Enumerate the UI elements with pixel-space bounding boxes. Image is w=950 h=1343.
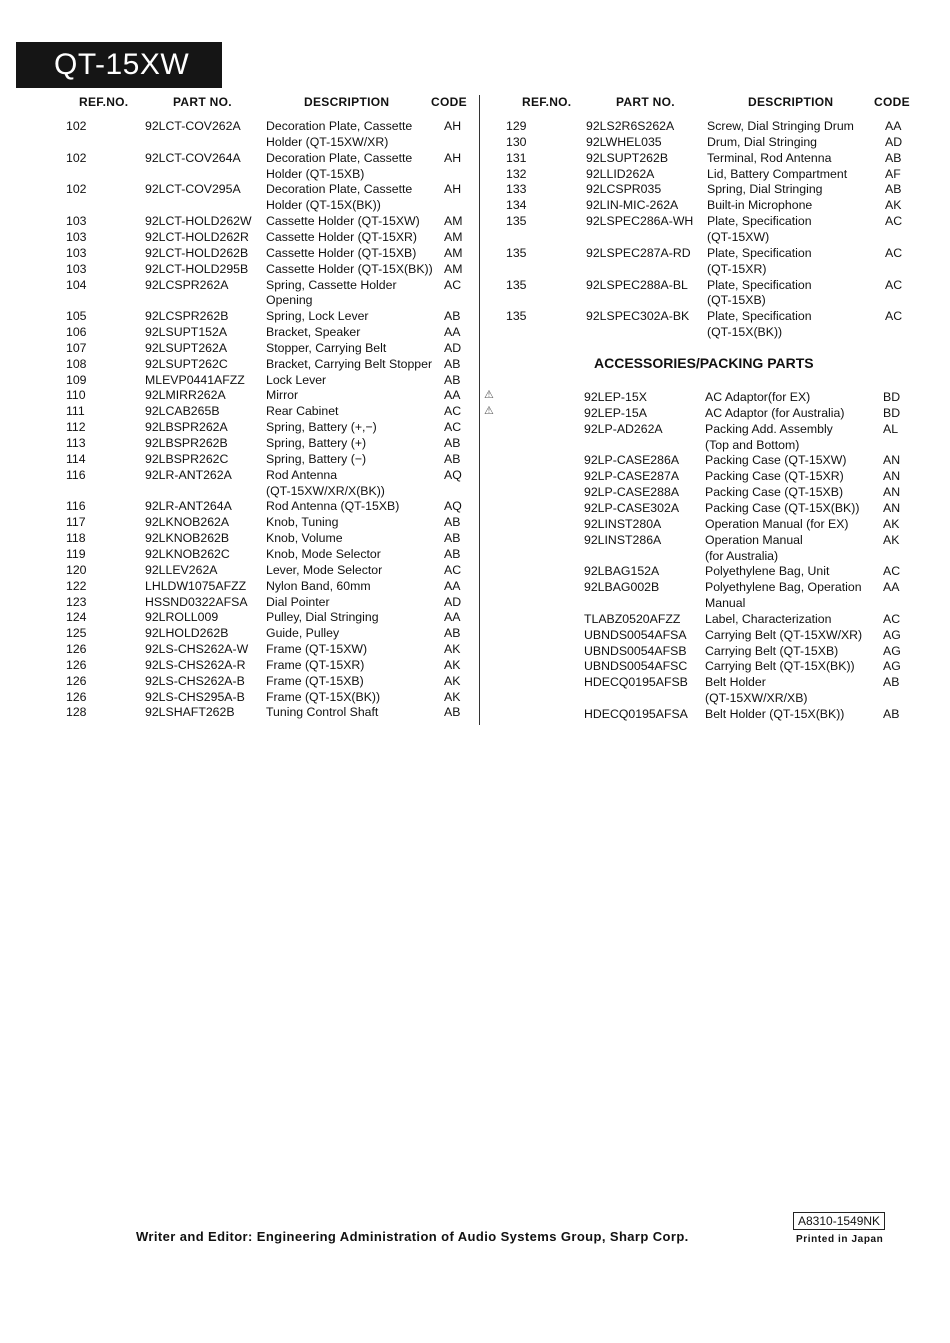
cell-code: AA bbox=[444, 578, 461, 593]
cell-desc: Polyethylene Bag, Unit bbox=[705, 564, 830, 579]
cell-desc: Rear Cabinet bbox=[266, 404, 339, 419]
cell-ref: 106 bbox=[66, 325, 87, 340]
header-description: DESCRIPTION bbox=[304, 95, 390, 109]
cell-desc: Stopper, Carrying Belt bbox=[266, 340, 387, 355]
cell-desc: AC Adaptor(for EX) bbox=[705, 390, 811, 404]
cell-desc: Drum, Dial Stringing bbox=[707, 134, 818, 149]
cell-code: AK bbox=[444, 673, 461, 688]
cell-ref: 126 bbox=[66, 689, 87, 704]
cell-desc: Dial Pointer bbox=[266, 594, 330, 609]
cell-part: 92LCT-COV262A bbox=[145, 119, 241, 133]
cell-ref: 112 bbox=[66, 420, 86, 435]
cell-part: 92LMIRR262A bbox=[145, 388, 226, 403]
cell-desc: Spring, Battery (−) bbox=[266, 451, 367, 466]
cell-part: 92LROLL009 bbox=[145, 610, 219, 625]
cell-code: AN bbox=[883, 469, 901, 484]
cell-desc: Opening bbox=[266, 293, 313, 308]
cell-ref: 125 bbox=[66, 626, 87, 641]
cell-code: AM bbox=[444, 245, 463, 260]
cell-ref: 104 bbox=[66, 277, 87, 292]
cell-part: 92LSUPT262A bbox=[145, 340, 228, 355]
cell-ref: 124 bbox=[66, 610, 87, 625]
cell-ref: 131 bbox=[506, 150, 527, 165]
cell-desc: Nylon Band, 60mm bbox=[266, 578, 371, 593]
cell-desc: Cassette Holder (QT-15XW) bbox=[266, 214, 420, 229]
cell-part: 92LINST286A bbox=[584, 532, 662, 547]
cell-part: 92LS-CHS262A-B bbox=[145, 673, 245, 688]
cell-desc: Cassette Holder (QT-15XB) bbox=[266, 245, 417, 260]
cell-desc: (QT-15XW) bbox=[707, 229, 770, 244]
cell-part: 92LCAB265B bbox=[145, 404, 220, 419]
cell-code: AN bbox=[883, 453, 901, 468]
cell-part: 92LLID262A bbox=[586, 166, 655, 181]
cell-code: AC bbox=[883, 564, 901, 579]
safety-warning-icon: ⚠ bbox=[484, 405, 494, 417]
cell-code: AC bbox=[444, 404, 462, 419]
cell-desc: Carrying Belt (QT-15XB) bbox=[705, 643, 839, 658]
cell-desc: (QT-15XW/XR/X(BK)) bbox=[266, 483, 385, 498]
cell-ref: 102 bbox=[66, 182, 87, 197]
cell-desc: Spring, Cassette Holder bbox=[266, 277, 397, 292]
cell-desc: Decoration Plate, Cassette bbox=[266, 182, 413, 197]
cell-desc: Frame (QT-15XW) bbox=[266, 642, 368, 657]
cell-ref: 103 bbox=[66, 229, 87, 244]
cell-desc: (Top and Bottom) bbox=[705, 437, 800, 452]
cell-desc: Terminal, Rod Antenna bbox=[707, 150, 832, 165]
cell-desc: Frame (QT-15XR) bbox=[266, 657, 365, 672]
cell-part: 92LSPEC288A-BL bbox=[586, 277, 688, 292]
cell-ref: 110 bbox=[66, 388, 86, 403]
cell-part: 92LCT-HOLD262W bbox=[145, 214, 252, 229]
cell-desc: Plate, Specification bbox=[707, 245, 812, 260]
cell-code: AB bbox=[444, 451, 461, 466]
cell-part: 92LR-ANT262A bbox=[145, 467, 232, 482]
cell-ref: 135 bbox=[506, 214, 527, 229]
cell-code: AC bbox=[885, 277, 903, 292]
column-divider bbox=[479, 95, 480, 725]
cell-part: 92LSPEC287A-RD bbox=[586, 245, 691, 260]
printed-in-japan: Printed in Japan bbox=[796, 1234, 884, 1245]
cell-part: 92LP-CASE287A bbox=[584, 469, 680, 484]
cell-part: HSSND0322AFSA bbox=[145, 594, 248, 609]
cell-desc: (QT-15XB) bbox=[707, 293, 766, 308]
cell-part: 92LS2R6S262A bbox=[586, 119, 675, 133]
cell-ref: 135 bbox=[506, 277, 527, 292]
cell-desc: Frame (QT-15X(BK)) bbox=[266, 689, 381, 704]
cell-ref: 114 bbox=[66, 451, 86, 466]
cell-code: AM bbox=[444, 261, 463, 276]
cell-desc: (QT-15XW/XR/XB) bbox=[705, 691, 808, 706]
cell-part: 92LR-ANT264A bbox=[145, 499, 232, 514]
cell-code: AH bbox=[444, 150, 462, 165]
cell-part: 92LSPEC286A-WH bbox=[586, 214, 694, 229]
cell-ref: 134 bbox=[506, 198, 527, 213]
cell-desc: (QT-15X(BK)) bbox=[707, 325, 783, 340]
cell-part: 92LCT-HOLD262R bbox=[145, 229, 249, 244]
cell-desc: Packing Case (QT-15XW) bbox=[705, 453, 847, 468]
cell-part: 92LP-CASE286A bbox=[584, 453, 680, 468]
cell-desc: Manual bbox=[705, 596, 746, 611]
cell-desc: Pulley, Dial Stringing bbox=[266, 610, 379, 625]
cell-code: AB bbox=[444, 372, 461, 387]
cell-ref: 109 bbox=[66, 372, 87, 387]
cell-desc: Rod Antenna (QT-15XB) bbox=[266, 499, 400, 514]
cell-code: AK bbox=[444, 642, 461, 657]
cell-ref: 133 bbox=[506, 182, 527, 197]
header-ref-no-right: REF.NO. bbox=[522, 95, 572, 109]
cell-part: HDECQ0195AFSB bbox=[584, 675, 688, 690]
cell-ref: 102 bbox=[66, 119, 87, 133]
model-title: QT-15XW bbox=[16, 42, 222, 88]
cell-ref: 116 bbox=[66, 499, 86, 514]
cell-part: 92LEP-15X bbox=[584, 390, 647, 404]
cell-ref: 108 bbox=[66, 356, 87, 371]
cell-desc: Knob, Volume bbox=[266, 531, 343, 546]
cell-part: 92LP-CASE288A bbox=[584, 485, 680, 500]
cell-code: AC bbox=[444, 420, 462, 435]
cell-ref: 119 bbox=[66, 546, 86, 561]
cell-part: 92LCT-COV264A bbox=[145, 150, 241, 165]
cell-code: AB bbox=[444, 356, 461, 371]
cell-code: AC bbox=[885, 309, 903, 324]
cell-desc: Decoration Plate, Cassette bbox=[266, 119, 413, 133]
cell-part: 92LBSPR262A bbox=[145, 420, 228, 435]
header-description-right: DESCRIPTION bbox=[748, 95, 834, 109]
cell-desc: Screw, Dial Stringing Drum bbox=[707, 119, 854, 133]
cell-code: AK bbox=[885, 198, 902, 213]
cell-ref: 105 bbox=[66, 309, 87, 324]
cell-ref: 118 bbox=[66, 531, 86, 546]
cell-part: 92LCT-COV295A bbox=[145, 182, 241, 197]
cell-code: AD bbox=[885, 134, 903, 149]
cell-desc: Belt Holder (QT-15X(BK)) bbox=[705, 707, 845, 721]
cell-ref: 111 bbox=[66, 404, 85, 419]
header-code: CODE bbox=[431, 95, 467, 109]
cell-code: AA bbox=[883, 580, 900, 595]
cell-ref: 123 bbox=[66, 594, 87, 609]
cell-desc: Polyethylene Bag, Operation bbox=[705, 580, 862, 595]
cell-part: 92LKNOB262B bbox=[145, 531, 230, 546]
cell-code: AA bbox=[444, 610, 461, 625]
cell-part: 92LS-CHS295A-B bbox=[145, 689, 245, 704]
cell-code: AB bbox=[444, 705, 461, 720]
cell-ref: 135 bbox=[506, 309, 527, 324]
cell-part: UBNDS0054AFSA bbox=[584, 627, 687, 642]
cell-part: 92LSPEC302A-BK bbox=[586, 309, 690, 324]
cell-code: AF bbox=[885, 166, 901, 181]
cell-code: AK bbox=[444, 657, 461, 672]
cell-ref: 126 bbox=[66, 657, 87, 672]
cell-part: 92LCT-HOLD295B bbox=[145, 261, 249, 276]
cell-desc: Decoration Plate, Cassette bbox=[266, 150, 413, 165]
cell-code: AB bbox=[444, 515, 461, 530]
cell-code: AQ bbox=[444, 499, 462, 514]
cell-code: AK bbox=[883, 516, 900, 531]
document-code: A8310-1549NK bbox=[793, 1212, 885, 1230]
cell-desc: Spring, Lock Lever bbox=[266, 309, 369, 324]
cell-code: AB bbox=[885, 182, 902, 197]
cell-code: AC bbox=[444, 277, 462, 292]
cell-part: 92LBSPR262B bbox=[145, 436, 228, 450]
cell-desc: Carrying Belt (QT-15XW/XR) bbox=[705, 627, 863, 642]
cell-part: UBNDS0054AFSB bbox=[584, 643, 687, 658]
safety-warning-icon: ⚠ bbox=[484, 389, 494, 401]
cell-desc: Operation Manual (for EX) bbox=[705, 516, 849, 531]
cell-code: AC bbox=[444, 562, 462, 577]
cell-code: AA bbox=[885, 119, 902, 133]
cell-part: 92LBSPR262C bbox=[145, 451, 229, 466]
header-code-right: CODE bbox=[874, 95, 910, 109]
cell-desc: Holder (QT-15XW/XR) bbox=[266, 134, 389, 149]
cell-code: AC bbox=[885, 245, 903, 260]
header-part-no-right: PART NO. bbox=[616, 95, 675, 109]
cell-part: 92LINST280A bbox=[584, 516, 662, 531]
cell-code: AA bbox=[444, 388, 461, 403]
cell-code: AD bbox=[444, 340, 462, 355]
cell-desc: Lever, Mode Selector bbox=[266, 562, 383, 577]
cell-code: AK bbox=[444, 689, 461, 704]
cell-desc: Packing Case (QT-15XR) bbox=[705, 469, 844, 484]
accessories-heading: ACCESSORIES/PACKING PARTS bbox=[594, 355, 814, 371]
cell-desc: Packing Case (QT-15XB) bbox=[705, 485, 844, 500]
cell-desc: Knob, Mode Selector bbox=[266, 546, 381, 561]
cell-ref: 132 bbox=[506, 166, 527, 181]
cell-part: 92LCT-HOLD262B bbox=[145, 245, 249, 260]
cell-part: HDECQ0195AFSA bbox=[584, 707, 688, 721]
cell-part: 92LLEV262A bbox=[145, 562, 218, 577]
cell-ref: 103 bbox=[66, 261, 87, 276]
cell-desc: Spring, Battery (+,−) bbox=[266, 420, 377, 435]
cell-part: 92LKNOB262C bbox=[145, 546, 230, 561]
cell-code: AG bbox=[883, 627, 901, 642]
cell-code: BD bbox=[883, 405, 901, 420]
cell-part: MLEVP0441AFZZ bbox=[145, 372, 245, 387]
cell-part: 92LCSPR262A bbox=[145, 277, 229, 292]
cell-code: AK bbox=[883, 532, 900, 547]
cell-desc: Mirror bbox=[266, 388, 299, 403]
cell-part: 92LBAG152A bbox=[584, 564, 660, 579]
cell-code: AH bbox=[444, 182, 462, 197]
cell-part: 92LSUPT152A bbox=[145, 325, 228, 340]
cell-desc: Holder (QT-15X(BK)) bbox=[266, 198, 381, 213]
cell-ref: 102 bbox=[66, 150, 87, 165]
cell-part: 92LCSPR262B bbox=[145, 309, 229, 324]
cell-ref: 122 bbox=[66, 578, 87, 593]
cell-desc: (QT-15XR) bbox=[707, 261, 767, 276]
cell-code: AB bbox=[885, 150, 902, 165]
cell-code: AG bbox=[883, 643, 901, 658]
cell-desc: Plate, Specification bbox=[707, 277, 812, 292]
cell-code: AN bbox=[883, 485, 901, 500]
cell-part: 92LBAG002B bbox=[584, 580, 660, 595]
cell-code: AL bbox=[883, 421, 899, 436]
cell-part: 92LP-CASE302A bbox=[584, 500, 680, 515]
cell-desc: Operation Manual bbox=[705, 532, 803, 547]
cell-part: 92LS-CHS262A-R bbox=[145, 657, 246, 672]
cell-desc: Label, Characterization bbox=[705, 611, 832, 626]
cell-ref: 113 bbox=[66, 436, 86, 450]
cell-code: AN bbox=[883, 500, 901, 515]
cell-desc: (for Australia) bbox=[705, 548, 779, 563]
cell-part: 92LIN-MIC-262A bbox=[586, 198, 679, 213]
cell-desc: Packing Case (QT-15X(BK)) bbox=[705, 500, 860, 515]
cell-code: AD bbox=[444, 594, 462, 609]
cell-code: AB bbox=[444, 626, 461, 641]
cell-code: AB bbox=[444, 436, 461, 450]
cell-code: AA bbox=[444, 325, 461, 340]
cell-ref: 103 bbox=[66, 214, 87, 229]
cell-code: AB bbox=[444, 546, 461, 561]
cell-part: UBNDS0054AFSC bbox=[584, 659, 688, 674]
header-ref-no: REF.NO. bbox=[79, 95, 129, 109]
footer-credit: Writer and Editor: Engineering Administration of Audio Systems Group, Sharp Corp. bbox=[136, 1229, 689, 1244]
cell-desc: Rod Antenna bbox=[266, 467, 338, 482]
cell-desc: Cassette Holder (QT-15X(BK)) bbox=[266, 261, 433, 276]
cell-desc: Cassette Holder (QT-15XR) bbox=[266, 229, 418, 244]
cell-ref: 126 bbox=[66, 642, 87, 657]
cell-ref: 129 bbox=[506, 119, 527, 133]
cell-code: AC bbox=[883, 611, 901, 626]
cell-code: AM bbox=[444, 229, 463, 244]
cell-part: 92LHOLD262B bbox=[145, 626, 229, 641]
cell-desc: Spring, Battery (+) bbox=[266, 436, 367, 450]
cell-part: 92LSUPT262C bbox=[145, 356, 228, 371]
cell-part: LHLDW1075AFZZ bbox=[145, 578, 247, 593]
cell-desc: Packing Add. Assembly bbox=[705, 421, 833, 436]
cell-ref: 116 bbox=[66, 467, 86, 482]
cell-desc: Bracket, Carrying Belt Stopper bbox=[266, 356, 433, 371]
cell-ref: 128 bbox=[66, 705, 87, 720]
cell-desc: Carrying Belt (QT-15X(BK)) bbox=[705, 659, 855, 674]
cell-desc: Tuning Control Shaft bbox=[266, 705, 379, 720]
cell-ref: 117 bbox=[66, 515, 86, 530]
cell-ref: 135 bbox=[506, 245, 527, 260]
cell-code: AB bbox=[444, 309, 461, 324]
cell-desc: Holder (QT-15XB) bbox=[266, 166, 365, 181]
cell-part: 92LWHEL035 bbox=[586, 134, 662, 149]
cell-desc: Bracket, Speaker bbox=[266, 325, 361, 340]
cell-code: AB bbox=[883, 675, 900, 690]
cell-ref: 120 bbox=[66, 562, 87, 577]
cell-part: 92LSHAFT262B bbox=[145, 705, 235, 720]
cell-part: TLABZ0520AFZZ bbox=[584, 611, 681, 626]
cell-part: 92LSUPT262B bbox=[586, 150, 669, 165]
cell-desc: AC Adaptor (for Australia) bbox=[705, 405, 845, 420]
cell-part: 92LKNOB262A bbox=[145, 515, 230, 530]
cell-desc: Plate, Specification bbox=[707, 309, 812, 324]
cell-desc: Knob, Tuning bbox=[266, 515, 339, 530]
cell-desc: Built-in Microphone bbox=[707, 198, 813, 213]
cell-ref: 107 bbox=[66, 340, 87, 355]
cell-desc: Belt Holder bbox=[705, 675, 766, 690]
cell-ref: 126 bbox=[66, 673, 87, 688]
cell-desc: Plate, Specification bbox=[707, 214, 812, 229]
cell-ref: 130 bbox=[506, 134, 527, 149]
cell-desc: Lock Lever bbox=[266, 372, 327, 387]
cell-desc: Spring, Dial Stringing bbox=[707, 182, 823, 197]
cell-code: AH bbox=[444, 119, 462, 133]
cell-code: AB bbox=[444, 531, 461, 546]
cell-ref: 103 bbox=[66, 245, 87, 260]
cell-code: AM bbox=[444, 214, 463, 229]
cell-part: 92LCSPR035 bbox=[586, 182, 662, 197]
cell-part: 92LS-CHS262A-W bbox=[145, 642, 249, 657]
cell-desc: Guide, Pulley bbox=[266, 626, 340, 641]
cell-part: 92LP-AD262A bbox=[584, 421, 663, 436]
cell-code: AQ bbox=[444, 467, 462, 482]
cell-code: BD bbox=[883, 390, 901, 404]
cell-desc: Lid, Battery Compartment bbox=[707, 166, 848, 181]
cell-part: 92LEP-15A bbox=[584, 405, 647, 420]
cell-code: AB bbox=[883, 707, 900, 721]
header-part-no: PART NO. bbox=[173, 95, 232, 109]
cell-code: AG bbox=[883, 659, 901, 674]
cell-code: AC bbox=[885, 214, 903, 229]
cell-desc: Frame (QT-15XB) bbox=[266, 673, 364, 688]
